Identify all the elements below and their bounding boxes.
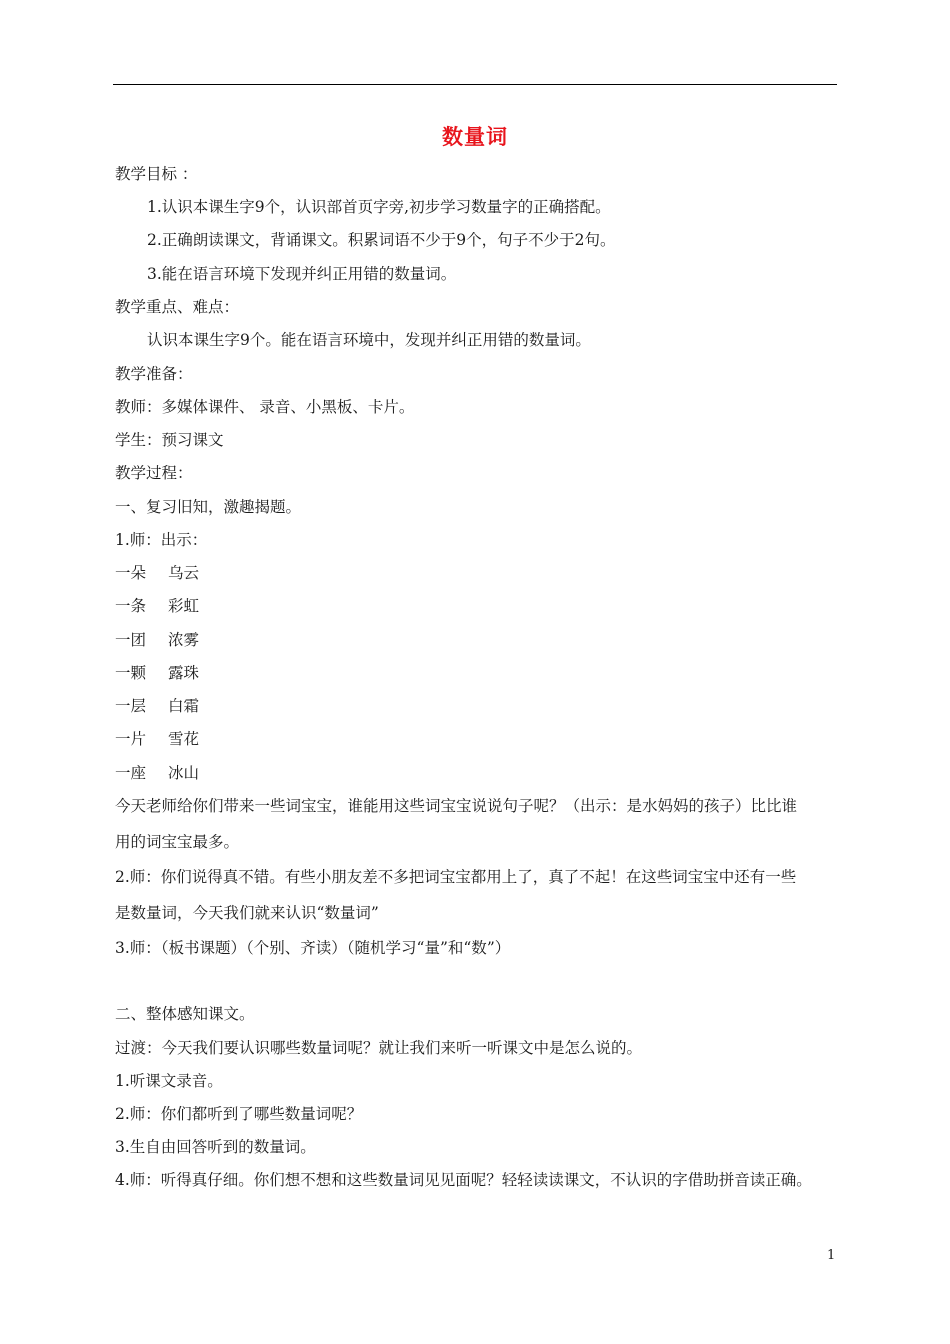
key-points-heading: 教学重点、难点：	[115, 298, 240, 316]
objective-item: 1.认识本课生字9个，认识部首页字旁,初步学习数量字的正确搭配。	[147, 198, 611, 216]
phrase-noun: 乌云	[168, 564, 200, 582]
phrase-noun: 浓雾	[168, 631, 200, 649]
phrase-measure: 一朵	[115, 564, 147, 582]
page-number: 1	[827, 1248, 836, 1263]
process-heading: 教学过程：	[115, 464, 193, 482]
phrase-measure: 一颗	[115, 664, 147, 682]
phrase-noun: 白霜	[168, 697, 200, 715]
section2-item: 3.生自由回答听到的数量词。	[115, 1138, 316, 1156]
key-points-text: 认识本课生字9个。能在语言环境中，发现并纠正用错的数量词。	[147, 331, 591, 349]
section2-item: 4.师：听得真仔细。你们想不想和这些数量词见见面呢？轻轻读读课文，不认识的字借助拼音读正确。	[115, 1171, 812, 1189]
section2-item: 1.听课文录音。	[115, 1072, 223, 1090]
phrase-line	[115, 729, 199, 749]
step1-text: 1.师：出示：	[115, 531, 208, 549]
phrase-noun: 冰山	[168, 764, 200, 782]
phrase-line	[115, 663, 199, 683]
objective-item: 2.正确朗读课文，背诵课文。积累词语不少于9个，句子不少于2句。	[147, 231, 616, 249]
preparation-student: 学生：预习课文	[115, 431, 224, 449]
phrase-measure: 一条	[115, 597, 147, 615]
paragraph-line: 用的词宝宝最多。	[115, 833, 240, 851]
header-rule	[113, 84, 837, 85]
section2-title: 二、整体感知课文。	[115, 1005, 255, 1023]
phrase-noun: 彩虹	[168, 597, 200, 615]
phrase-line	[115, 763, 199, 783]
section1-title: 一、复习旧知，激趣揭题。	[115, 498, 302, 516]
preparation-teacher: 教师：多媒体课件、 录音、小黑板、卡片。	[115, 398, 415, 416]
phrase-line	[115, 696, 199, 716]
phrase-measure: 一座	[115, 764, 147, 782]
step3-text: 3.师：（板书课题）（个别、齐读）（随机学习“量”和“数”）	[115, 939, 511, 957]
step2-line: 是数量词，今天我们就来认识“数量词”	[115, 904, 379, 922]
paragraph-line: 今天老师给你们带来一些词宝宝，谁能用这些词宝宝说说句子呢？（出示：是水妈妈的孩子）比比谁	[115, 797, 798, 815]
transition-text: 过渡：今天我们要认识哪些数量词呢？就让我们来听一听课文中是怎么说的。	[115, 1039, 643, 1057]
section2-item: 2.师：你们都听到了哪些数量词呢？	[115, 1105, 363, 1123]
objective-item: 3.能在语言环境下发现并纠正用错的数量词。	[147, 265, 457, 283]
phrase-measure: 一层	[115, 697, 147, 715]
phrase-line	[115, 563, 199, 583]
step2-line: 2.师：你们说得真不错。有些小朋友差不多把词宝宝都用上了，真了不起！在这些词宝宝中还有一些	[115, 868, 797, 886]
phrase-measure: 一片	[115, 730, 147, 748]
phrase-noun: 露珠	[168, 664, 200, 682]
document-title: 数量词	[442, 125, 508, 149]
phrase-measure: 一团	[115, 631, 147, 649]
preparation-heading: 教学准备：	[115, 365, 193, 383]
phrase-line	[115, 630, 199, 650]
phrase-noun: 雪花	[168, 730, 200, 748]
objectives-heading: 教学目标 ：	[115, 165, 198, 183]
phrase-line	[115, 596, 199, 616]
